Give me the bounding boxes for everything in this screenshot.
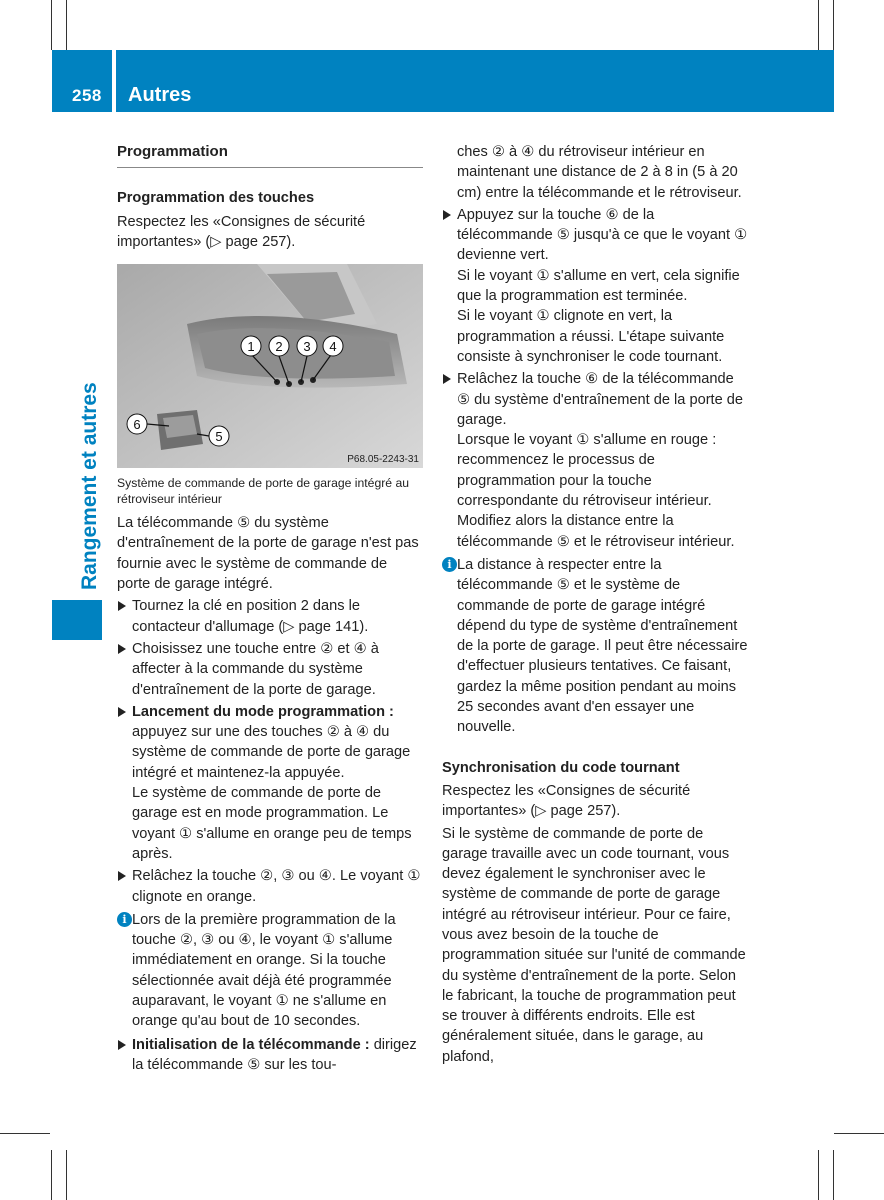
- bullet-continuation: Lorsque le voyant ① s'allume en rouge : recommencez le processus de programmation pour la touche correspondante du rétroviseur intérieur. Modifiez alors la distance entre la télécommande ⑤ et le rétroviseur intérieur.: [457, 432, 735, 550]
- bullet-continuation: Si le voyant ① clignote en vert, la programmation a réussi. L'étape suivante consiste à synchroniser le code tournant.: [457, 308, 725, 365]
- svg-text:5: 5: [215, 429, 223, 445]
- crop-mark: [0, 1133, 50, 1134]
- bullet-continuation: Si le voyant ① s'allume en vert, cela signifie que la programmation est terminée.: [457, 267, 740, 305]
- subsection-title: Synchronisation du code tournant: [442, 759, 680, 776]
- info-note: [117, 910, 423, 1032]
- crop-mark: [833, 0, 834, 50]
- intro-text: Respectez les «Consignes de sécurité importantes» (▷ page 257).: [442, 782, 691, 820]
- instruction-bullet: [117, 866, 423, 907]
- crop-mark: [818, 0, 819, 50]
- bullet-text: Choisissez une touche entre ② et ④ à affecter à la commande du système d'entraînement de la porte de garage.: [132, 640, 379, 698]
- instruction-bullet: [117, 639, 423, 700]
- crop-mark: [51, 1150, 52, 1200]
- instruction-bullet: [117, 702, 423, 864]
- right-column: [442, 142, 748, 1069]
- bullet-text: dirigez la télécommande ⑤ sur les tou-: [132, 1036, 417, 1073]
- page-title: Autres: [128, 84, 192, 106]
- left-column: [117, 142, 423, 1077]
- bullet-text: Relâchez la touche ⑥ de la télécommande ⑤ du système d'entraînement de la porte de garage.: [457, 371, 744, 428]
- bullet-text: Relâchez la touche ②, ③ ou ④. Le voyant ① clignote en orange.: [132, 868, 421, 905]
- header-bar: [116, 50, 834, 112]
- svg-text:4: 4: [329, 339, 337, 355]
- garage-door-mirror-figure: [117, 264, 423, 468]
- svg-text:1: 1: [247, 339, 255, 355]
- side-tab-label: Rangement et autres: [78, 382, 101, 590]
- bullet-text: appuyez sur une des touches ② à ④ du système de commande de porte de garage intégré et maintenez-la appuyée.: [132, 724, 411, 781]
- paragraph: Si le système de commande de porte de garage travaille avec un code tournant, vous devez également le synchroniser avec le système de commande de porte de garage intégré au rétroviseur intérieur. Pour ce faire, vous avez besoin de la touche de programmation située sur l'unité de commande du système d'entraînement de la porte. Selon le fabricant, la touche de programmation peut se trouver à différents endroits. Elle est généralement située, dans le garage, au plafond,: [442, 825, 746, 1065]
- side-tab: [52, 600, 102, 640]
- intro-text: Respectez les «Consignes de sécurité importantes» (▷ page 257).: [117, 213, 366, 250]
- bullet-continuation: Le système de commande de porte de garage est en mode programmation. Le voyant ① s'allume en orange peu de temps après.: [132, 785, 412, 862]
- bullet-text: Appuyez sur la touche ⑥ de la télécommande ⑤ jusqu'à ce que le voyant ① devienne vert.: [457, 206, 748, 264]
- svg-text:2: 2: [275, 339, 283, 355]
- info-text: La distance à respecter entre la télécommande ⑤ et le système de commande de porte de garage intégré dépend du type de système d'entraînement de la porte de garage. Il peut être nécessaire d'effectuer plusieurs tentatives. Ce faisant, gardez la même position pendant au moins 25 secondes avant d'en essayer une nouvelle.: [457, 556, 748, 736]
- info-note: [442, 555, 748, 738]
- crop-mark: [818, 1150, 819, 1200]
- info-text: Lors de la première programmation de la touche ②, ③ ou ④, le voyant ① s'allume immédiatement en orange. Si la touche sélectionnée avait déjà été programmée auparavant, le voyant ① ne s'allume en orange qu'au bout de 10 secondes.: [132, 911, 396, 1030]
- svg-text:P68.05-2243-31: P68.05-2243-31: [347, 454, 419, 466]
- continued-text: ches ② à ④ du rétroviseur intérieur en maintenant une distance de 2 à 8 in (5 à 20 cm) entre la télécommande et le rétroviseur.: [457, 144, 742, 201]
- crop-mark: [833, 1150, 834, 1200]
- paragraph: La télécommande ⑤ du système d'entraînement de la porte de garage n'est pas fournie avec le système de commande de porte de garage intégré.: [117, 515, 419, 593]
- svg-text:3: 3: [303, 339, 311, 355]
- instruction-bullet: [117, 596, 423, 637]
- instruction-bullet: [442, 369, 748, 552]
- info-icon: i: [442, 557, 457, 572]
- section-title: Programmation: [117, 142, 423, 168]
- instruction-bullet: [442, 205, 748, 367]
- instruction-bullet: [117, 1035, 423, 1076]
- crop-mark: [834, 1133, 884, 1134]
- bullet-text: Tournez la clé en position 2 dans le contacteur d'allumage (▷ page 141).: [132, 598, 369, 635]
- crop-mark: [66, 0, 67, 50]
- bullet-bold-lead: Lancement du mode programmation :: [132, 703, 394, 720]
- subsection-title: Programmation des touches: [117, 190, 315, 207]
- crop-mark: [51, 0, 52, 50]
- bullet-bold-lead: Initialisation de la télécommande :: [132, 1036, 370, 1053]
- page-number: 258: [72, 86, 102, 105]
- info-icon: i: [117, 912, 132, 927]
- svg-text:6: 6: [133, 417, 141, 433]
- figure-caption: Système de commande de porte de garage intégré au rétroviseur intérieur: [117, 476, 410, 506]
- crop-mark: [66, 1150, 67, 1200]
